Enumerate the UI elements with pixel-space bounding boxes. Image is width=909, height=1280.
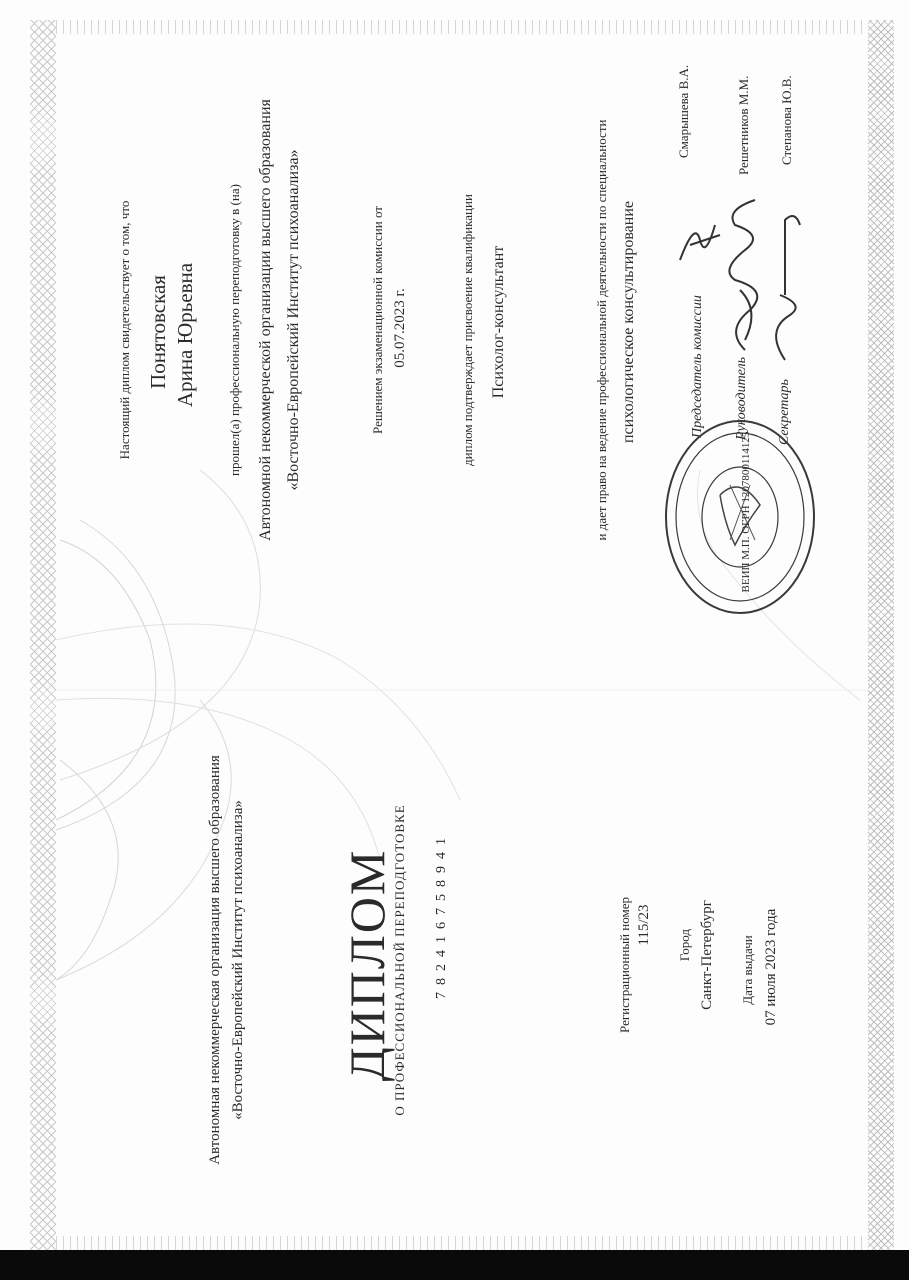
intro-text: Настоящий диплом свидетельствует о том, что [117,200,132,460]
secretary-signature [760,200,810,365]
diploma-title: ДИПЛОМ [339,848,395,1082]
recipient-surname: Понятовская [146,275,170,389]
qualification-text: диплом подтверждает присвоение квалификации [460,194,475,466]
stamp-text: ВЕИП М.П. ОГРН 1207800114125 [740,431,752,593]
serial-number: 782416758941 [434,831,449,999]
bottom-black-bar [0,1250,909,1280]
right-org-line2: «Восточно-Европейский Институт психоанализа» [285,149,302,491]
passed-training-text: прошел(а) профессиональную переподготовку в (на) [227,184,242,476]
qualification-value: Психолог-консультант [490,245,507,399]
issue-date-value: 07 июля 2023 года [763,908,779,1026]
right-org-line1: Автономной некоммерческой организации высшего образования [257,99,274,541]
reg-number-value: 115/23 [636,904,652,946]
left-org-line1: Автономная некоммерческая организация высшего образования [207,755,223,1165]
secretary-label: Секретарь [777,379,792,445]
city-label: Город [677,928,692,962]
issue-date-label: Дата выдачи [740,935,755,1005]
head-label: Руководитель [734,356,749,440]
chair-name: Смарышева В.А. [676,64,691,158]
decision-date: 05.07.2023 г. [392,288,408,368]
secretary-name: Степанова Ю.В. [779,75,794,165]
diploma-subtitle: О ПРОФЕССИОНАЛЬНОЙ ПЕРЕПОДГОТОВКЕ [392,804,407,1116]
decision-text: Решением экзаменационной комиссии от [370,206,385,434]
city-value: Санкт-Петербург [699,900,715,1010]
specialty-value: психологическое консультирование [620,200,637,444]
right-to-practice-text: и дает право на ведение профессиональной деятельности по специальности [594,119,609,541]
chair-label: Председатель комиссии [690,295,705,438]
head-name: Решетников М.М. [736,75,751,175]
reg-number-label: Регистрационный номер [617,897,632,1033]
recipient-name: Арина Юрьевна [173,262,197,408]
left-org-line2: «Восточно-Европейский Институт психоанализа» [230,800,246,1120]
